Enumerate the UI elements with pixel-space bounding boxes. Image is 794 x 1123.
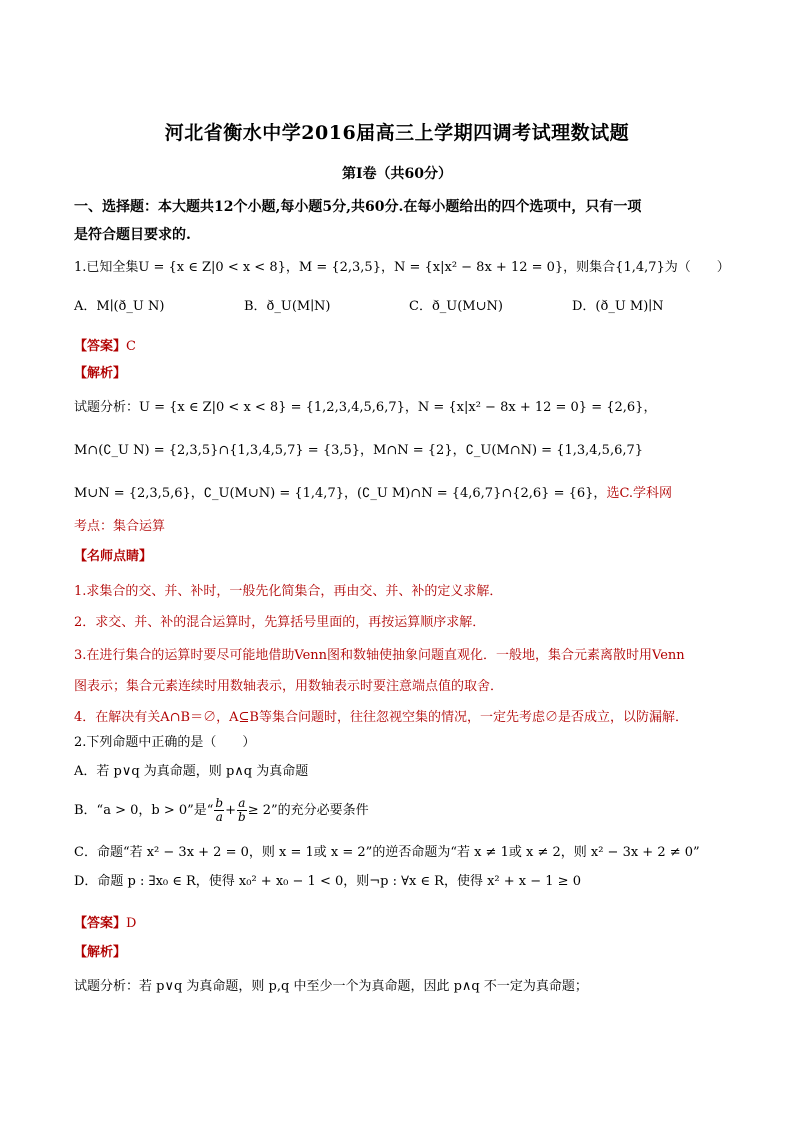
answer-value: D: [126, 916, 137, 931]
q2-answer: [74, 914, 136, 934]
q2-option-a: A．若 p∨q 为真命题，则 p∧q 为真命题: [74, 764, 309, 779]
q1-option-a: A．M∣(ð_U N): [74, 299, 165, 314]
q1-kaodian: 考点：集合运算: [74, 519, 166, 534]
q1-analysis-line1: 试题分析：U = {x ∈ Z|0 < x < 8} = {1,2,3,4,5,6,7}，N = {x|x² − 8x + 12 = 0} = {2,6}，: [74, 400, 657, 415]
q1-tip-2: 2．求交、并、补的混合运算时，先算括号里面的，再按运算顺序求解．: [74, 615, 486, 630]
q2-option-b: [74, 797, 369, 825]
q2-option-b-post: ≥ 2”的充分必要条件: [247, 803, 369, 818]
q2-analysis-marker: [74, 943, 126, 963]
answer-value: C: [126, 339, 136, 354]
fraction-denominator: b: [238, 810, 246, 824]
page-title: 河北省衡水中学2016届高三上学期四调考试理数试题: [164, 122, 630, 144]
plus-sign: +: [225, 803, 237, 818]
q1-option-b: B．ð_U(M∣N): [244, 299, 331, 314]
q1-analysis-line3: [74, 484, 672, 504]
q1-stem: 1.已知全集U = {x ∈ Z|0 < x < 8}，M = {2,3,5}，N = {x|x² − 8x + 12 = 0}，则集合{1,4,7}为（ ）: [74, 260, 730, 275]
q2-analysis-line: 试题分析：若 p∨q 为真命题，则 p,q 中至少一个为真命题，因此 p∧q 不一定为真命题；: [74, 979, 588, 994]
q1-tip-3-cont: 图表示；集合元素连续时用数轴表示，用数轴表示时要注意端点值的取舍．: [74, 679, 504, 694]
q2-option-c: C．命题“若 x² − 3x + 2 = 0，则 x = 1或 x = 2”的逆否命题为“若 x ≠ 1或 x ≠ 2，则 x² − 3x + 2 ≠ 0”: [74, 845, 700, 860]
q1-analysis-line2: M∩(∁_U N) = {2,3,5}∩{1,3,4,5,7} = {3,5}，M∩N = {2}，∁_U(M∩N) = {1,3,4,5,6,7}: [74, 443, 644, 458]
answer-marker: 【答案】: [74, 916, 127, 931]
analysis-line3-text: M∪N = {2,3,5,6}，∁_U(M∪N) = {1,4,7}，(∁_U M)∩N = {4,6,7}∩{2,6} = {6}，: [74, 486, 607, 501]
section-heading-line2: 是符合题目要求的.: [74, 227, 191, 243]
analysis-marker: 【解析】: [74, 945, 127, 960]
q1-mingshi-marker: [74, 547, 152, 567]
q1-option-d: D．(ð_U M)∣N: [572, 299, 664, 314]
fraction-denominator: a: [215, 810, 223, 824]
fraction-a-over-b: [237, 797, 247, 824]
analysis-line3-tail: 选C.学科网: [606, 486, 673, 501]
q2-option-d: D．命题 p : ∃x₀ ∈ R，使得 x₀² + x₀ − 1 < 0，则¬p : ∀x ∈ R，使得 x² + x − 1 ≥ 0: [74, 874, 581, 889]
answer-marker: 【答案】: [74, 339, 127, 354]
fraction-b-over-a: [214, 797, 224, 824]
q1-tip-1: 1.求集合的交、并、补时，一般先化简集合，再由交、并、补的定义求解．: [74, 584, 503, 599]
mingshi-marker: 【名师点睛】: [74, 549, 153, 564]
fraction-numerator: b: [215, 796, 224, 810]
q1-options: [74, 297, 724, 317]
analysis-marker: 【解析】: [74, 366, 127, 381]
q1-tip-3: 3.在进行集合的运算时要尽可能地借助Venn图和数轴使抽象问题直观化．一般地，集合元素离散时用Venn: [74, 648, 685, 663]
q1-analysis-marker: [74, 364, 126, 384]
section-subtitle: 第Ⅰ卷（共60分）: [341, 166, 453, 182]
q2-option-b-pre: B．“a > 0，b > 0”是“: [74, 803, 214, 818]
q1-option-c: C．ð_U(M∪N): [409, 299, 503, 314]
section-heading-line1: 一、选择题：本大题共12个小题,每小题5分,共60分.在每小题给出的四个选项中，只有一项: [74, 199, 642, 215]
q2-stem: 2.下列命题中正确的是（ ）: [74, 735, 256, 750]
fraction-numerator: a: [238, 796, 246, 810]
q1-tip-4: 4．在解决有关A∩B＝∅，A⊆B等集合问题时，往往忽视空集的情况，一定先考虑∅是否成立，以防漏解．: [74, 710, 688, 725]
q1-answer: [74, 337, 136, 357]
